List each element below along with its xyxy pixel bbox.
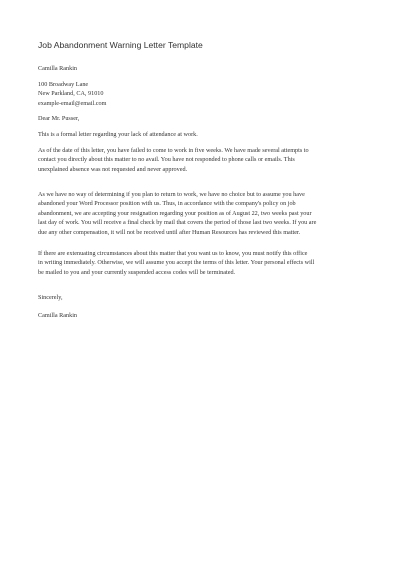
greeting [38,114,372,123]
closing [38,293,372,302]
signature-line: Camilla Rankin [38,312,78,319]
paragraph-line: This is a formal letter regarding your lack of attendance at work. [38,131,198,138]
address-line: 100 Broadway Lane [38,81,89,88]
sender-address [38,80,372,108]
address-line: New Parkland, CA, 91010 [38,90,104,98]
paragraph-line: As we have no way of determining if you plan to return to work, we have no choice but to assume you have [38,191,305,198]
paragraph-line: contact you directly about this matter to no avail. You have not responded to phone calls or emails. This [38,156,295,164]
email-line: example-email@email.com [38,99,107,107]
document-title: Job Abandonment Warning Letter Template [38,40,203,50]
paragraph-absence [38,146,372,174]
sender-name-line: Camilla Rankin [38,65,78,72]
sender-name [38,64,372,73]
paragraph-intro [38,130,372,139]
paragraph-line: unexplained absence was not requested and never approved. [38,165,188,173]
paragraph-line: in writing immediately. Otherwise, we will assume you accept the terms of this letter. Your personal effects will [38,259,315,267]
paragraph-line: last day of work. You will receive a final check by mail that covers the period of those last two weeks. If you are [38,219,317,227]
signature [38,311,372,320]
paragraph-line: As of the date of this letter, you have failed to come to work in five weeks. We have made several attempts to [38,147,309,154]
paragraph-line: be mailed to you and your currently suspended access codes will be terminated. [38,268,236,276]
paragraph-line: abandoned your Word Processor position with us. Thus, in accordance with the company's policy on job [38,200,296,208]
closing-line: Sincerely, [38,294,63,301]
paragraph-line: due any other compensation, it will not be received until after Human Resources has reviewed this matter. [38,228,301,236]
paragraph-resignation [38,190,372,237]
paragraph-line: abandonment, we are accepting your resignation regarding your position as of August 22, two weeks past your [38,209,312,217]
paragraph-line: If there are extenuating circumstances about this matter that you want us to know, you must notify this office [38,250,308,257]
greeting-line: Dear Mr. Pusser, [38,115,80,122]
paragraph-circumstances [38,249,372,277]
